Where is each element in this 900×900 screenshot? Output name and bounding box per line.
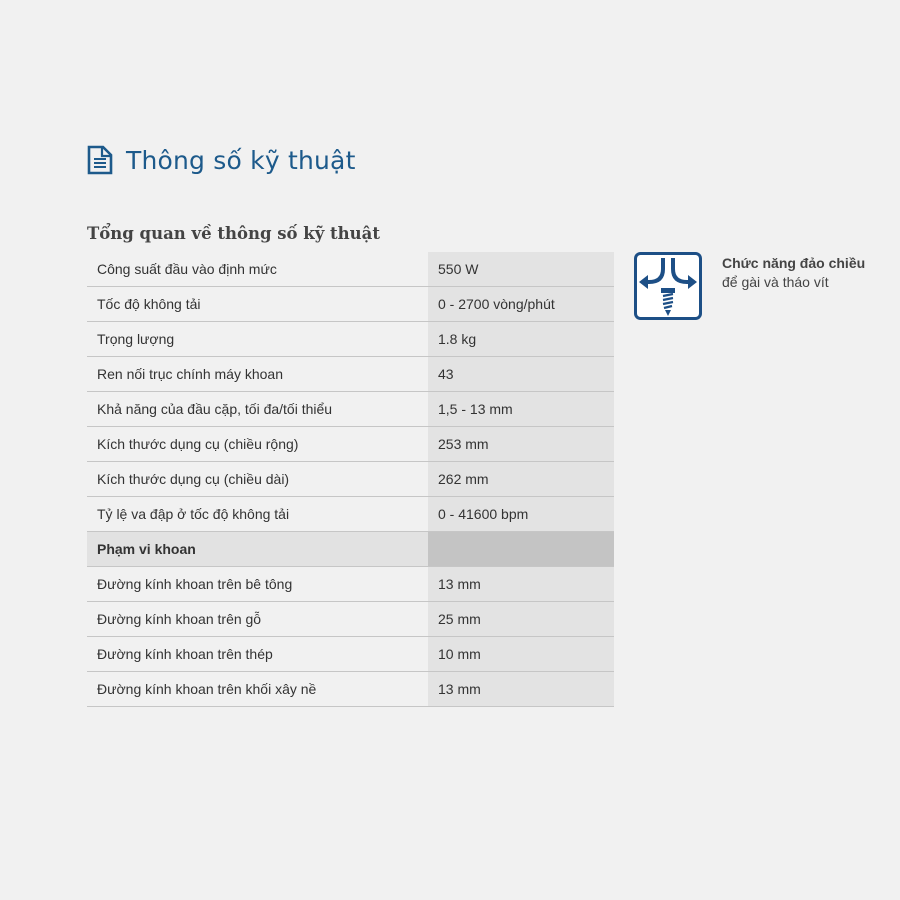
page-header: [87, 143, 356, 177]
page-title: Thông số kỹ thuật: [126, 145, 356, 175]
feature-reverse-rotation: [634, 252, 865, 320]
section-title: Tổng quan về thông số kỹ thuật: [87, 224, 380, 243]
spec-value: 262 mm: [428, 462, 614, 497]
feature-title: Chức năng đảo chiều: [722, 255, 866, 271]
spec-label: Công suất đầu vào định mức: [87, 252, 428, 287]
spec-value: 43: [428, 357, 614, 392]
spec-value: 1.8 kg: [428, 322, 614, 357]
spec-label: Đường kính khoan trên gỗ: [87, 602, 428, 637]
table-row: [87, 637, 614, 672]
document-icon: [87, 145, 113, 175]
group-header-value: [428, 532, 614, 567]
spec-value: 25 mm: [428, 602, 614, 637]
spec-value: 13 mm: [428, 672, 614, 707]
table-row: [87, 322, 614, 357]
spec-label: Đường kính khoan trên thép: [87, 637, 428, 672]
spec-value: 253 mm: [428, 427, 614, 462]
group-header-row: [87, 532, 614, 567]
table-row: [87, 602, 614, 637]
table-row: [87, 462, 614, 497]
spec-table: [87, 252, 614, 707]
table-row: [87, 567, 614, 602]
reverse-rotation-icon: [634, 252, 702, 320]
spec-label: Tốc độ không tải: [87, 287, 428, 322]
group-header-label: Phạm vi khoan: [87, 532, 428, 567]
spec-label: Trọng lượng: [87, 322, 428, 357]
spec-label: Đường kính khoan trên bê tông: [87, 567, 428, 602]
table-row: [87, 357, 614, 392]
table-row: [87, 672, 614, 707]
spec-label: Ren nối trục chính máy khoan: [87, 357, 428, 392]
table-row: [87, 392, 614, 427]
table-row: [87, 497, 614, 532]
spec-value: 550 W: [428, 252, 614, 287]
spec-value: 0 - 41600 bpm: [428, 497, 614, 532]
spec-label: Đường kính khoan trên khối xây nề: [87, 672, 428, 707]
spec-value: 10 mm: [428, 637, 614, 672]
spec-value: 0 - 2700 vòng/phút: [428, 287, 614, 322]
spec-label: Khả năng của đầu cặp, tối đa/tối thiểu: [87, 392, 428, 427]
feature-description: để gài và tháo vít: [722, 274, 829, 290]
feature-text: [722, 254, 865, 292]
table-row: [87, 287, 614, 322]
spec-label: Tỷ lệ va đập ở tốc độ không tải: [87, 497, 428, 532]
spec-value: 1,5 - 13 mm: [428, 392, 614, 427]
spec-label: Kích thước dụng cụ (chiều rộng): [87, 427, 428, 462]
spec-value: 13 mm: [428, 567, 614, 602]
table-row: [87, 427, 614, 462]
table-row: [87, 252, 614, 287]
spec-label: Kích thước dụng cụ (chiều dài): [87, 462, 428, 497]
